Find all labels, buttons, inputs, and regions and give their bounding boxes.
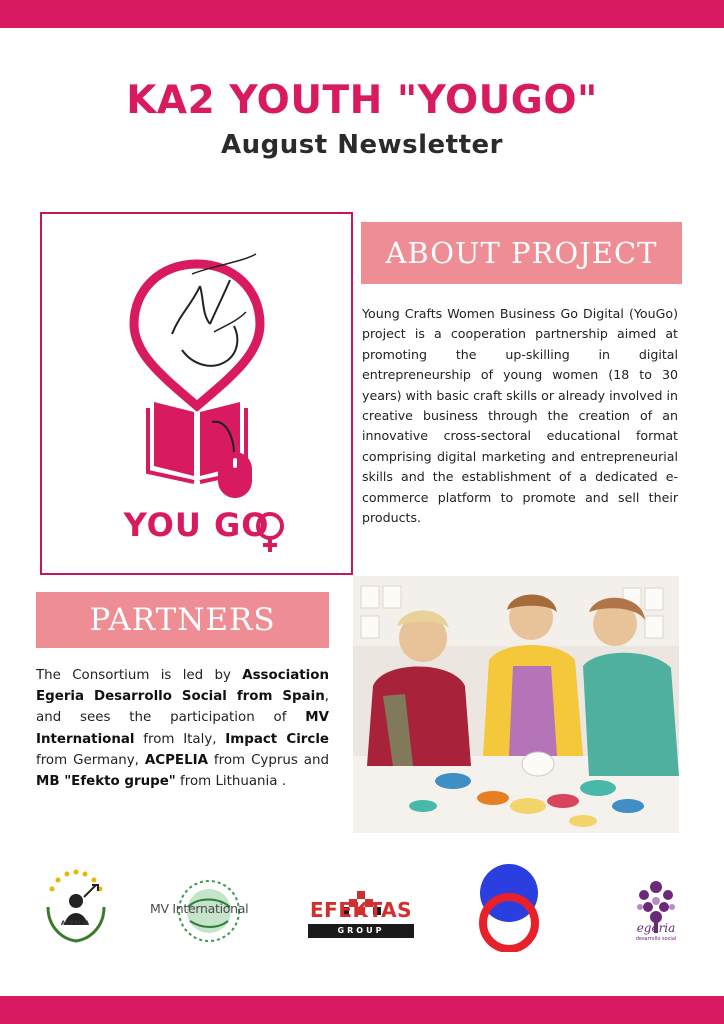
egeria-logo-subtext: desarrollo social — [635, 936, 677, 942]
yougo-logo-text: YOU GO — [123, 506, 270, 544]
acpelia-logo-text: ACPELIA — [60, 920, 90, 927]
bottom-accent-bar — [0, 996, 724, 1024]
partner-logos-row — [0, 862, 724, 952]
page-title: KA2 YOUTH "YOUGO" — [126, 78, 598, 123]
mv-international-logo-text: MV International — [150, 901, 249, 916]
yougo-logo-box — [40, 212, 353, 575]
top-accent-bar — [0, 0, 724, 28]
egeria-logo-text: egeria — [636, 921, 676, 935]
efektas-group-label: GROUP — [308, 924, 414, 938]
about-heading: ABOUT PROJECT — [361, 222, 682, 284]
about-body: Young Crafts Women Business Go Digital (YouGo) project is a cooperation partnership aimed at promoting the up-skilling in digital entrepreneurship of young women (18 to 30 years) with basic craft skills or already involved in creative business through the creation of an innovative cross-sectoral educational format comprising digital marketing and entrepreneurial skills and the establishment of a dedicated e-commerce platform to promote and sell their products. — [362, 306, 678, 526]
women-painting-pottery-photo — [353, 576, 679, 833]
efektas-logo-text: EFEKTAS — [310, 898, 412, 922]
partners-heading: PARTNERS — [36, 592, 329, 648]
partners-body: The Consortium is led by Association Egeria Desarrollo Social from Spain, and sees the participation of MV International from Italy, Impact Circle from Germany, ACPELIA from Cyprus and MB "Efekto grupe" from Lithuania . — [36, 668, 329, 790]
page-subtitle: August Newsletter — [221, 130, 503, 160]
acpelia-logo-icon — [38, 862, 114, 952]
impact-circle-logo-icon — [476, 862, 542, 952]
